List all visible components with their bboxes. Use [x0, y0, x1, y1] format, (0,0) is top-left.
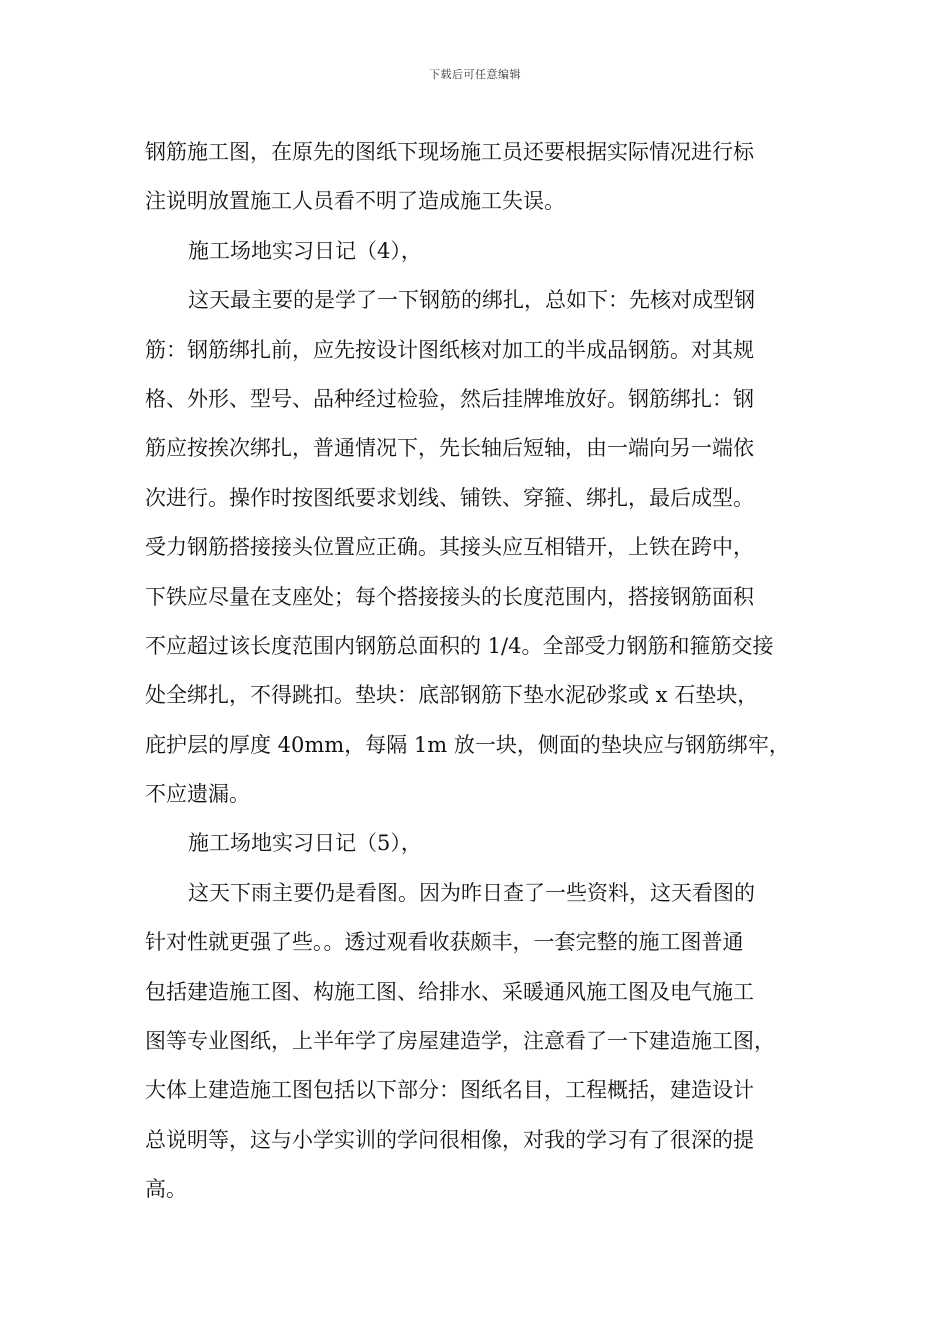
text-line: 施工场地实习日记（4），	[188, 238, 422, 263]
text-line: 针对性就更强了些。。透过观看收获颇丰，一套完整的施工图普通	[145, 930, 744, 955]
text-line: 筋：钢筋绑扎前，应先按设计图纸核对加工的半成品钢筋。对其规	[145, 337, 754, 362]
text-line: 高。	[145, 1177, 187, 1202]
text-line: 不应遗漏。	[145, 782, 250, 807]
text-line: 庇护层的厚度 40mm，每隔 1m 放一块，侧面的垫块应与钢筋绑牢，	[145, 732, 790, 757]
text-line: 总说明等，这与小学实训的学问很相像，对我的学习有了很深的提	[145, 1127, 754, 1152]
page-header: 下载后可任意编辑	[429, 68, 521, 81]
text-line: 这天下雨主要仍是看图。因为昨日查了一些资料，这天看图的	[188, 880, 755, 905]
text-line: 次进行。操作时按图纸要求划线、铺铁、穿箍、绑扎，最后成型。	[145, 485, 754, 510]
text-line: 钢筋施工图，在原先的图纸下现场施工员还要根据实际情况进行标	[145, 140, 754, 164]
text-line: 包括建造施工图、构施工图、给排水、采暖通风施工图及电气施工	[145, 979, 754, 1004]
text-line: 筋应按挨次绑扎，普通情况下，先长轴后短轴，由一端向另一端依	[145, 436, 754, 461]
text-line: 注说明放置施工人员看不明了造成施工失误。	[145, 189, 565, 214]
text-line: 不应超过该长度范围内钢筋总面积的 1/4。全部受力钢筋和箍筋交接	[145, 633, 774, 658]
text-line: 格、外形、型号、品种经过检验，然后挂牌堆放好。钢筋绑扎：钢	[145, 386, 754, 411]
text-line: 图等专业图纸，上半年学了房屋建造学，注意看了一下建造施工图，	[145, 1029, 775, 1054]
text-line: 下铁应尽量在支座处；每个搭接接头的长度范围内，搭接钢筋面积	[145, 584, 754, 609]
text-line: 这天最主要的是学了一下钢筋的绑扎，总如下：先核对成型钢	[188, 288, 755, 313]
text-line: 大体上建造施工图包括以下部分：图纸名目，工程概括，建造设计	[145, 1078, 754, 1103]
text-line: 受力钢筋搭接接头位置应正确。其接头应互相错开，上铁在跨中，	[145, 535, 754, 560]
text-line: 处全绑扎，不得跳扣。垫块：底部钢筋下垫水泥砂浆或 x 石垫块，	[145, 683, 759, 708]
text-line: 施工场地实习日记（5），	[188, 831, 422, 856]
body-text	[145, 128, 811, 1215]
